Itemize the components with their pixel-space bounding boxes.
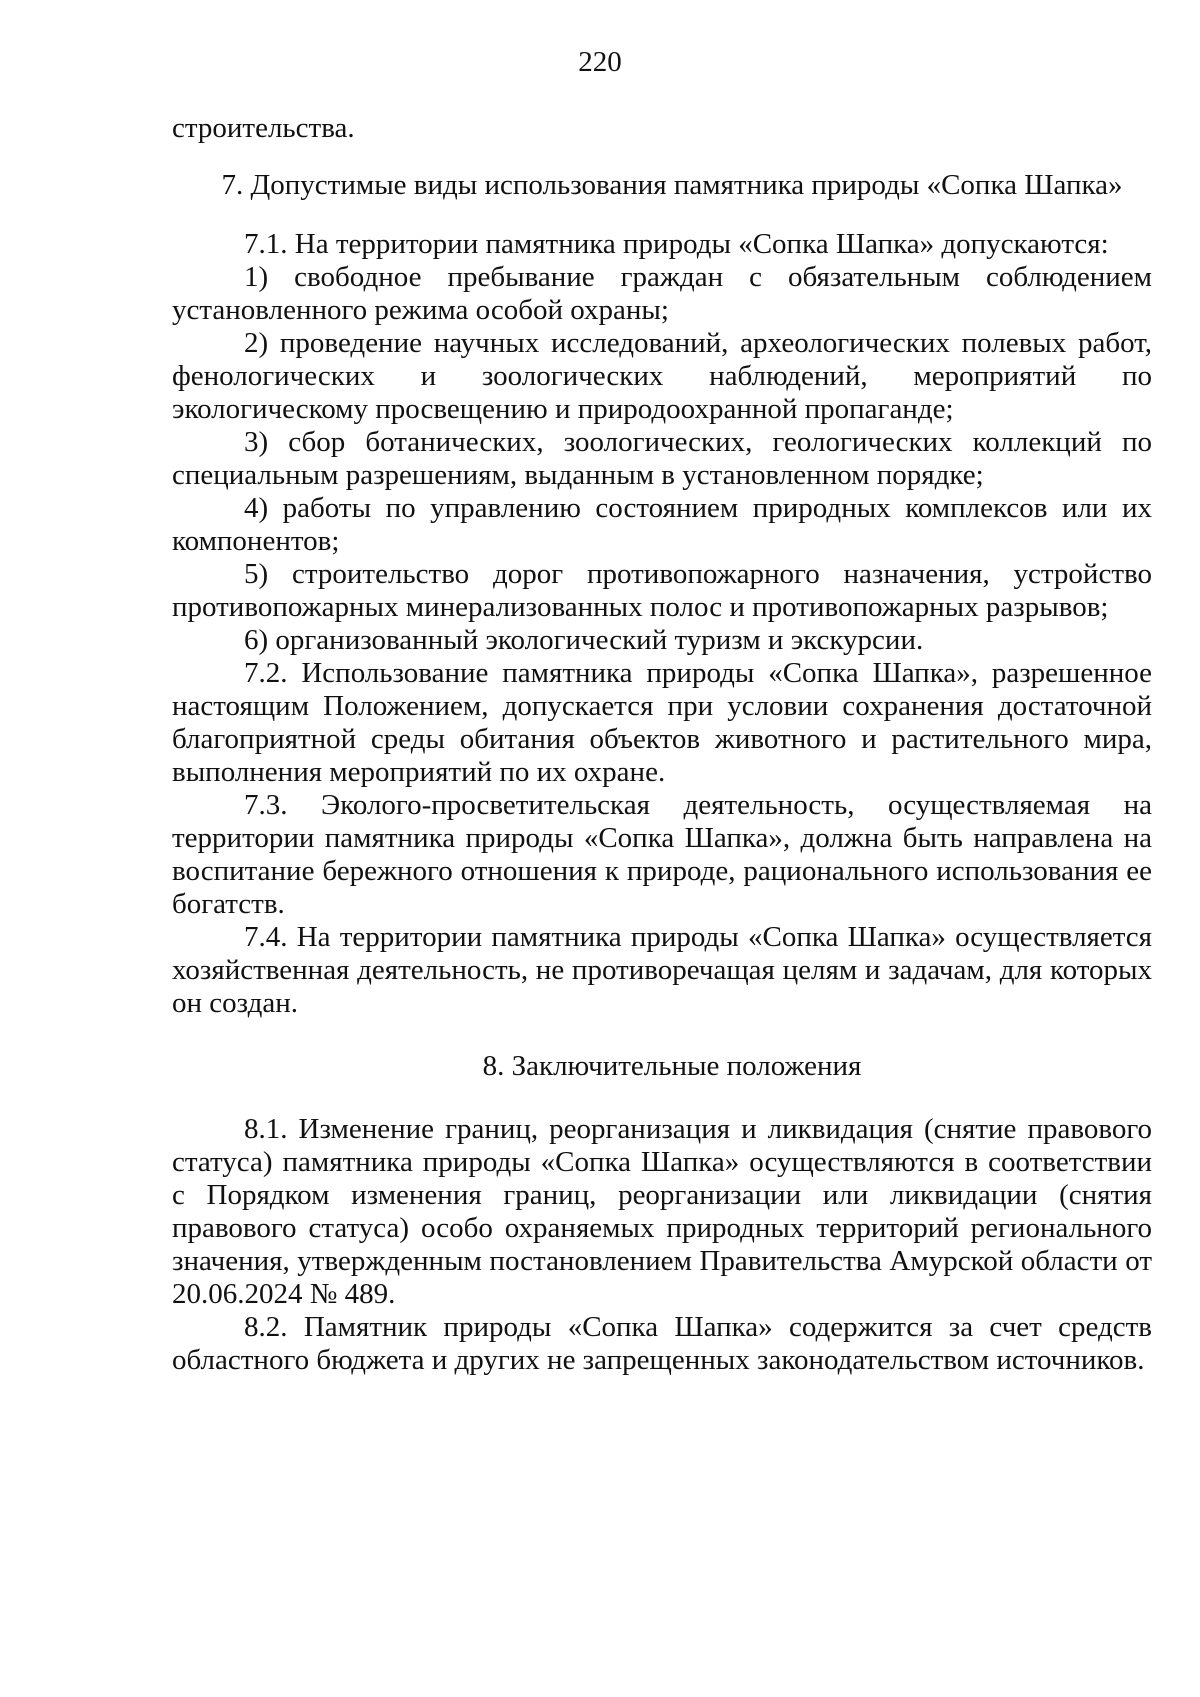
list-item-6: 6) организованный экологический туризм и экскурсии.: [244, 624, 924, 656]
paragraph-8-2: 8.2. Памятник природы «Сопка Шапка» содержится за счет средств областного бюджета и других не запрещенных законодательством источников.: [172, 1311, 1152, 1376]
paragraph-7-3: 7.3. Эколого-просветительская деятельность, осуществляемая на территории памятника природы «Сопка Шапка», должна быть направлена на воспитание бережного отношения к природе, рационального использования ее богатств.: [172, 789, 1152, 920]
paragraph-7-2: 7.2. Использование памятника природы «Сопка Шапка», разрешенное настоящим Положением, допускается при условии сохранения достаточной благоприятной среды обитания объектов животного и растительного мира, выполнения мероприятий по их охране.: [172, 657, 1152, 788]
list-item-5: 5) строительство дорог противопожарного назначения, устройство противопожарных минерализованных полос и противопожарных разрывов;: [172, 558, 1152, 623]
section-7-heading: 7. Допустимые виды использования памятника природы «Сопка Шапка»: [221, 169, 1123, 201]
list-item-4: 4) работы по управлению состоянием природных комплексов или их компонентов;: [172, 492, 1152, 557]
document-body: [172, 112, 1152, 1377]
paragraph-7-1: 7.1. На территории памятника природы «Сопка Шапка» допускаются:: [244, 228, 1109, 260]
list-item-1: 1) свободное пребывание граждан с обязательным соблюдением установленного режима особой охраны;: [172, 261, 1152, 326]
paragraph-8-1: 8.1. Изменение границ, реорганизация и ликвидация (снятие правового статуса) памятника природы «Сопка Шапка» осуществляются в соответствии с Порядком изменения границ, реорганизации или ликвидации (снятия правового статуса) особо охраняемых природных территорий регионального значения, утвержденным постановлением Правительства Амурской области от 20.06.2024 № 489.: [172, 1113, 1152, 1310]
page-number: 220: [578, 46, 622, 78]
continuation-line: строительства.: [172, 112, 355, 144]
list-item-2: 2) проведение научных исследований, археологических полевых работ, фенологических и зоологических наблюдений, мероприятий по экологическому просвещению и природоохранной пропаганде;: [172, 327, 1152, 425]
section-8-heading: 8. Заключительные положения: [482, 1050, 862, 1082]
paragraph-7-4: 7.4. На территории памятника природы «Сопка Шапка» осуществляется хозяйственная деятельность, не противоречащая целям и задачам, для которых он создан.: [172, 921, 1152, 1019]
list-item-3: 3) сбор ботанических, зоологических, геологических коллекций по специальным разрешениям, выданным в установленном порядке;: [172, 426, 1152, 491]
